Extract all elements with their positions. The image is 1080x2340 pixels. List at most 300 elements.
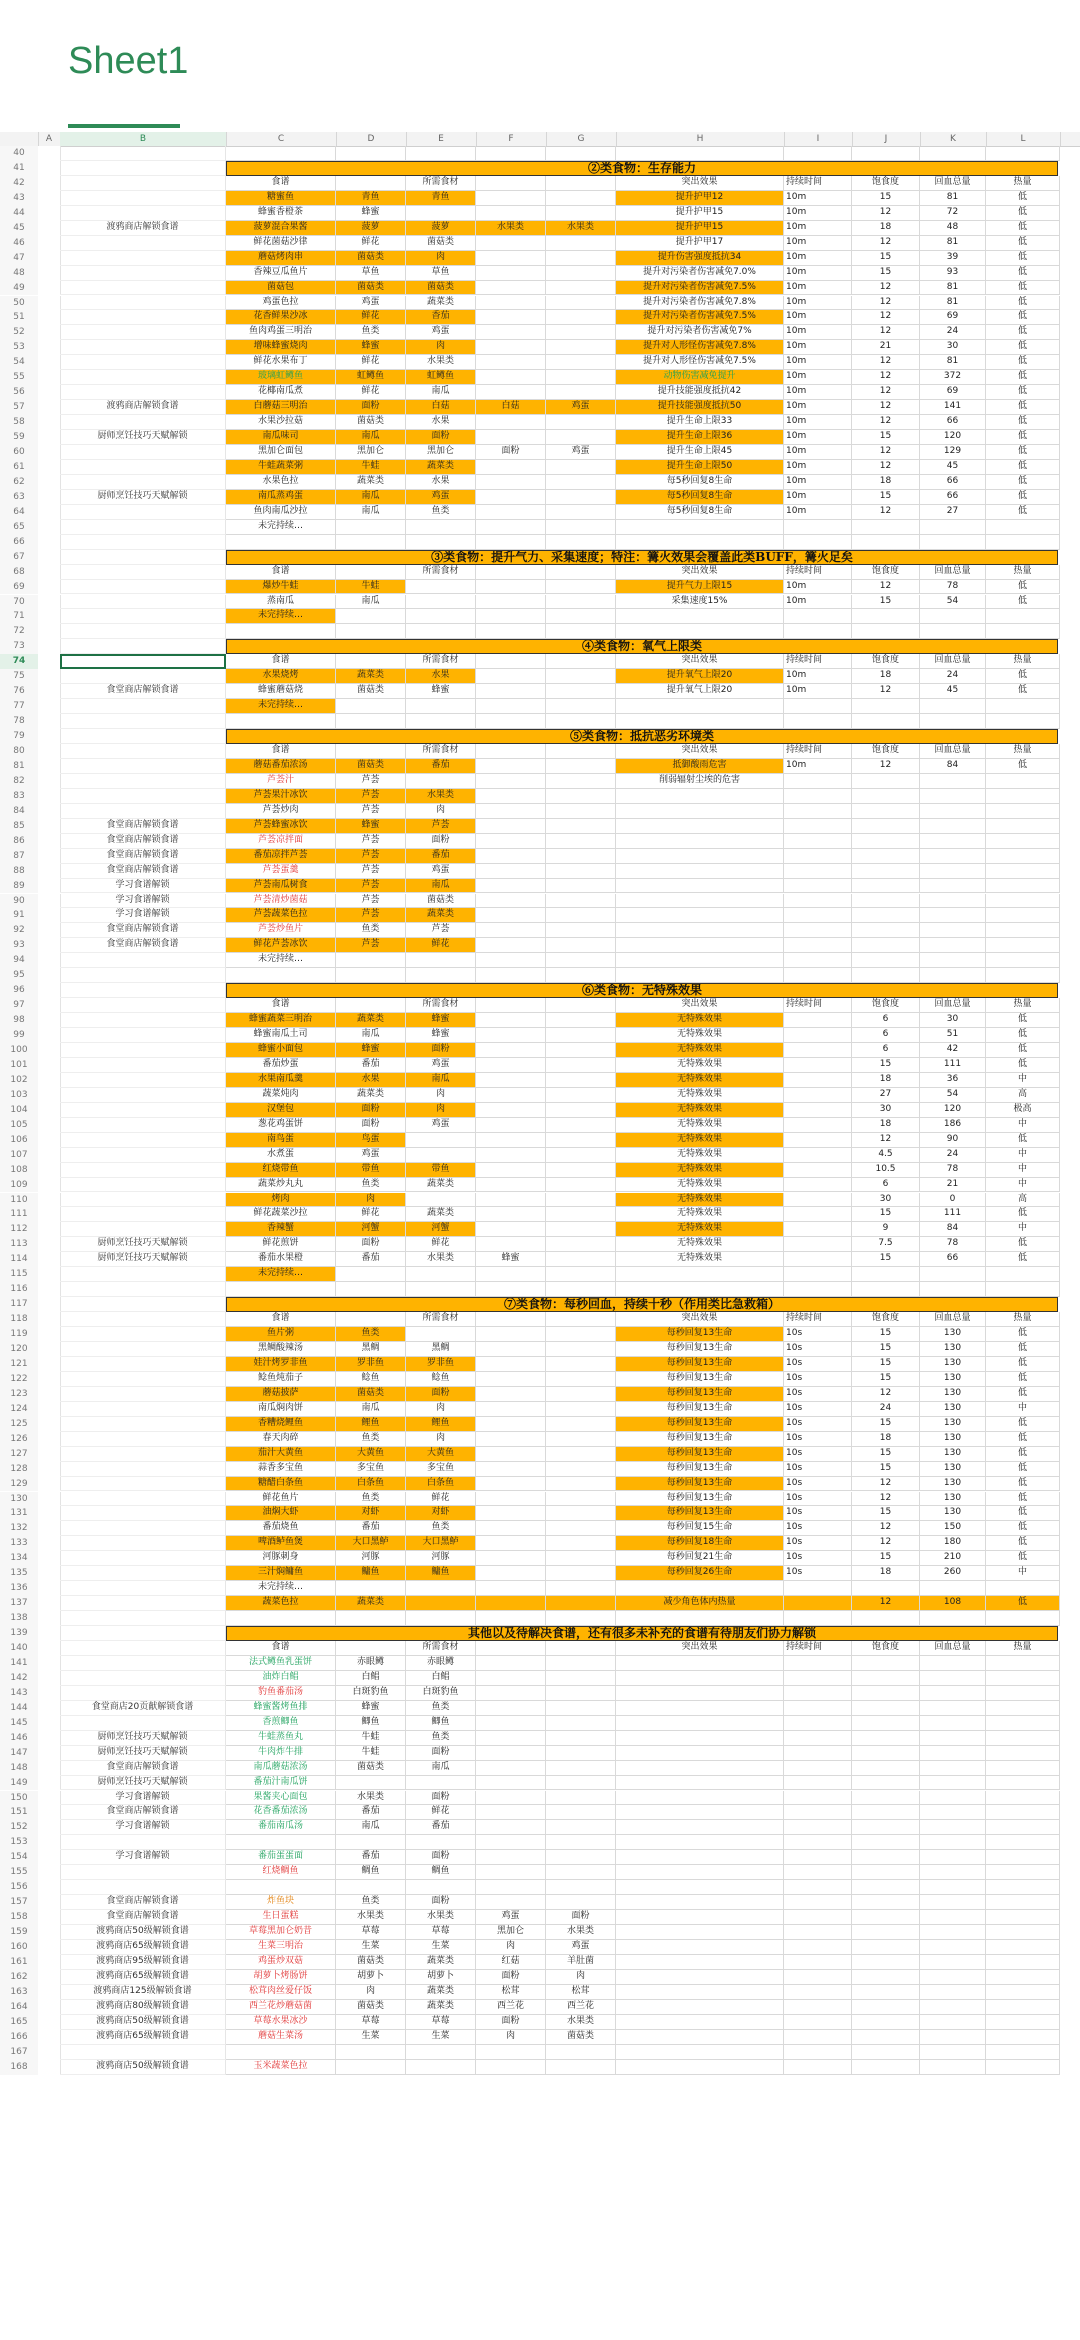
cell-a[interactable] bbox=[38, 2015, 61, 2030]
cell-c[interactable]: 芦荟炒鱼片 bbox=[226, 923, 336, 938]
cell-d[interactable]: 面粉 bbox=[336, 1237, 406, 1252]
cell-j[interactable]: 12 bbox=[852, 281, 920, 296]
cell-l[interactable]: 低 bbox=[986, 1058, 1060, 1073]
cell-g[interactable] bbox=[546, 759, 616, 774]
cell-d[interactable]: 菌菇类 bbox=[336, 2000, 406, 2015]
cell-h[interactable]: 提升对人形怪伤害减免7.5% bbox=[616, 355, 784, 370]
cell-k[interactable]: 78 bbox=[920, 1163, 986, 1178]
row-number[interactable]: 54 bbox=[0, 355, 39, 370]
cell-j[interactable] bbox=[852, 804, 920, 819]
cell-g[interactable] bbox=[546, 535, 616, 550]
row-number[interactable]: 123 bbox=[0, 1387, 39, 1402]
cell-l[interactable]: 低 bbox=[986, 355, 1060, 370]
cell-j[interactable] bbox=[852, 1880, 920, 1895]
cell-g[interactable] bbox=[546, 355, 616, 370]
column-header-d[interactable]: D bbox=[336, 132, 407, 146]
row-number[interactable]: 145 bbox=[0, 1716, 39, 1731]
cell-g[interactable] bbox=[546, 1506, 616, 1521]
cell-c[interactable]: 芦荟凉拌面 bbox=[226, 834, 336, 849]
cell-f[interactable] bbox=[476, 998, 546, 1013]
cell-g[interactable] bbox=[546, 475, 616, 490]
cell-h[interactable]: 突出效果 bbox=[616, 654, 784, 669]
cell-l[interactable] bbox=[986, 714, 1060, 729]
cell-e[interactable]: 蜂蜜 bbox=[406, 1028, 476, 1043]
row-number[interactable]: 45 bbox=[0, 221, 39, 236]
cell-c[interactable]: 食谱 bbox=[226, 654, 336, 669]
row-number[interactable]: 113 bbox=[0, 1237, 39, 1252]
cell-d[interactable]: 南瓜 bbox=[336, 430, 406, 445]
cell-h[interactable] bbox=[616, 894, 784, 909]
column-header-b[interactable]: B bbox=[60, 132, 227, 146]
cell-d[interactable]: 白鲳 bbox=[336, 1671, 406, 1686]
cell-h[interactable]: 提升气力上限15 bbox=[616, 580, 784, 595]
cell-c[interactable]: 玻璃虹鳟鱼 bbox=[226, 370, 336, 385]
row-number[interactable]: 129 bbox=[0, 1477, 39, 1492]
cell-j[interactable]: 饱食度 bbox=[852, 998, 920, 1013]
cell-b[interactable] bbox=[60, 266, 226, 281]
row-number[interactable]: 87 bbox=[0, 849, 39, 864]
cell-d[interactable]: 鲜花 bbox=[336, 355, 406, 370]
row-number[interactable]: 153 bbox=[0, 1835, 39, 1850]
row-number[interactable]: 72 bbox=[0, 624, 39, 639]
cell-c[interactable]: 南瓜蘑菇浓汤 bbox=[226, 1761, 336, 1776]
cell-d[interactable] bbox=[336, 1611, 406, 1626]
cell-a[interactable] bbox=[38, 2060, 61, 2075]
cell-g[interactable]: 肉 bbox=[546, 1970, 616, 1985]
cell-c[interactable]: 豹鱼番茄汤 bbox=[226, 1686, 336, 1701]
cell-a[interactable] bbox=[38, 1955, 61, 1970]
cell-b[interactable] bbox=[60, 714, 226, 729]
cell-j[interactable] bbox=[852, 535, 920, 550]
cell-k[interactable]: 回血总量 bbox=[920, 654, 986, 669]
cell-e[interactable]: 面粉 bbox=[406, 1850, 476, 1865]
cell-c[interactable]: 油炸白鲳 bbox=[226, 1671, 336, 1686]
cell-i[interactable] bbox=[784, 1252, 852, 1267]
cell-c[interactable]: 鲜花鱼片 bbox=[226, 1492, 336, 1507]
cell-j[interactable]: 12 bbox=[852, 1492, 920, 1507]
cell-b[interactable] bbox=[60, 415, 226, 430]
cell-e[interactable]: 所需食材 bbox=[406, 654, 476, 669]
cell-a[interactable] bbox=[38, 609, 61, 624]
cell-a[interactable] bbox=[38, 1148, 61, 1163]
cell-l[interactable] bbox=[986, 1581, 1060, 1596]
row-number[interactable]: 168 bbox=[0, 2060, 39, 2075]
cell-a[interactable] bbox=[38, 1492, 61, 1507]
cell-c[interactable]: 鲜花菌菇沙律 bbox=[226, 236, 336, 251]
cell-k[interactable]: 回血总量 bbox=[920, 176, 986, 191]
cell-f[interactable] bbox=[476, 520, 546, 535]
cell-h[interactable]: 提升生命上限33 bbox=[616, 415, 784, 430]
row-number[interactable]: 126 bbox=[0, 1432, 39, 1447]
cell-d[interactable]: 蔬菜类 bbox=[336, 1088, 406, 1103]
cell-i[interactable] bbox=[784, 1656, 852, 1671]
cell-d[interactable]: 牛蛙 bbox=[336, 580, 406, 595]
cell-e[interactable]: 水果 bbox=[406, 475, 476, 490]
cell-j[interactable]: 12 bbox=[852, 236, 920, 251]
cell-g[interactable] bbox=[546, 1536, 616, 1551]
cell-l[interactable] bbox=[986, 1746, 1060, 1761]
cell-f[interactable] bbox=[476, 1791, 546, 1806]
cell-k[interactable] bbox=[920, 819, 986, 834]
cell-f[interactable] bbox=[476, 535, 546, 550]
cell-h[interactable] bbox=[616, 938, 784, 953]
cell-f[interactable] bbox=[476, 2060, 546, 2075]
cell-i[interactable]: 10s bbox=[784, 1402, 852, 1417]
cell-g[interactable] bbox=[546, 1417, 616, 1432]
cell-l[interactable]: 低 bbox=[986, 1417, 1060, 1432]
cell-b[interactable] bbox=[60, 325, 226, 340]
cell-l[interactable] bbox=[986, 1805, 1060, 1820]
cell-l[interactable] bbox=[986, 834, 1060, 849]
cell-g[interactable] bbox=[546, 385, 616, 400]
cell-c[interactable]: 白蘑菇三明治 bbox=[226, 400, 336, 415]
cell-j[interactable]: 15 bbox=[852, 266, 920, 281]
cell-b[interactable]: 渡鸦商店95级解锁食谱 bbox=[60, 1955, 226, 1970]
cell-k[interactable]: 回血总量 bbox=[920, 565, 986, 580]
cell-c[interactable]: 番茄水果橙 bbox=[226, 1252, 336, 1267]
cell-j[interactable]: 15 bbox=[852, 1417, 920, 1432]
cell-i[interactable]: 10m bbox=[784, 430, 852, 445]
cell-b[interactable] bbox=[60, 1611, 226, 1626]
cell-e[interactable] bbox=[406, 146, 476, 161]
cell-c[interactable]: 鲜花芦荟冰饮 bbox=[226, 938, 336, 953]
cell-e[interactable]: 白菇 bbox=[406, 400, 476, 415]
cell-a[interactable] bbox=[38, 1417, 61, 1432]
cell-k[interactable]: 130 bbox=[920, 1402, 986, 1417]
cell-a[interactable] bbox=[38, 1925, 61, 1940]
cell-d[interactable]: 河蟹 bbox=[336, 1222, 406, 1237]
cell-h[interactable] bbox=[616, 1880, 784, 1895]
cell-a[interactable] bbox=[38, 1566, 61, 1581]
cell-b[interactable] bbox=[60, 1193, 226, 1208]
cell-i[interactable]: 持续时间 bbox=[784, 744, 852, 759]
cell-k[interactable]: 78 bbox=[920, 580, 986, 595]
cell-k[interactable]: 130 bbox=[920, 1447, 986, 1462]
cell-f[interactable] bbox=[476, 624, 546, 639]
cell-j[interactable] bbox=[852, 774, 920, 789]
cell-c[interactable]: 鲜花煎饼 bbox=[226, 1237, 336, 1252]
cell-c[interactable]: 水果烧烤 bbox=[226, 669, 336, 684]
cell-e[interactable]: 所需食材 bbox=[406, 1312, 476, 1327]
cell-a[interactable] bbox=[38, 236, 61, 251]
row-number[interactable]: 106 bbox=[0, 1133, 39, 1148]
row-number[interactable]: 40 bbox=[0, 146, 39, 161]
cell-a[interactable] bbox=[38, 400, 61, 415]
cell-a[interactable] bbox=[38, 2030, 61, 2045]
cell-a[interactable] bbox=[38, 445, 61, 460]
cell-b[interactable] bbox=[60, 1013, 226, 1028]
cell-c[interactable]: 食谱 bbox=[226, 1641, 336, 1656]
cell-d[interactable] bbox=[336, 1641, 406, 1656]
cell-b[interactable] bbox=[60, 206, 226, 221]
cell-l[interactable] bbox=[986, 894, 1060, 909]
cell-i[interactable] bbox=[784, 146, 852, 161]
cell-h[interactable]: 突出效果 bbox=[616, 1312, 784, 1327]
row-number[interactable]: 128 bbox=[0, 1462, 39, 1477]
cell-f[interactable] bbox=[476, 1820, 546, 1835]
cell-i[interactable]: 10s bbox=[784, 1342, 852, 1357]
cell-k[interactable]: 24 bbox=[920, 1148, 986, 1163]
cell-a[interactable] bbox=[38, 176, 61, 191]
cell-a[interactable] bbox=[38, 161, 61, 176]
cell-i[interactable]: 持续时间 bbox=[784, 654, 852, 669]
cell-j[interactable]: 12 bbox=[852, 684, 920, 699]
cell-j[interactable]: 15 bbox=[852, 1372, 920, 1387]
cell-g[interactable] bbox=[546, 968, 616, 983]
row-number[interactable]: 102 bbox=[0, 1073, 39, 1088]
cell-k[interactable]: 54 bbox=[920, 1088, 986, 1103]
cell-k[interactable]: 30 bbox=[920, 1013, 986, 1028]
cell-g[interactable] bbox=[546, 1820, 616, 1835]
cell-k[interactable] bbox=[920, 1985, 986, 2000]
cell-c[interactable]: 芦荟果汁冰饮 bbox=[226, 789, 336, 804]
cell-j[interactable] bbox=[852, 1865, 920, 1880]
row-number[interactable]: 118 bbox=[0, 1312, 39, 1327]
cell-b[interactable] bbox=[60, 804, 226, 819]
cell-i[interactable]: 10s bbox=[784, 1506, 852, 1521]
cell-i[interactable] bbox=[784, 1103, 852, 1118]
cell-k[interactable] bbox=[920, 1656, 986, 1671]
cell-b[interactable] bbox=[60, 580, 226, 595]
cell-a[interactable] bbox=[38, 385, 61, 400]
cell-g[interactable] bbox=[546, 415, 616, 430]
cell-k[interactable]: 150 bbox=[920, 1521, 986, 1536]
cell-l[interactable]: 低 bbox=[986, 266, 1060, 281]
cell-j[interactable] bbox=[852, 894, 920, 909]
cell-e[interactable]: 白鲳 bbox=[406, 1671, 476, 1686]
cell-c[interactable]: 蘑菇烤肉串 bbox=[226, 251, 336, 266]
cell-i[interactable]: 持续时间 bbox=[784, 565, 852, 580]
cell-e[interactable]: 鲤鱼 bbox=[406, 1417, 476, 1432]
row-number[interactable]: 155 bbox=[0, 1865, 39, 1880]
cell-e[interactable]: 胡萝卜 bbox=[406, 1970, 476, 1985]
cell-a[interactable] bbox=[38, 1626, 61, 1641]
cell-e[interactable]: 鲫鱼 bbox=[406, 1716, 476, 1731]
cell-j[interactable]: 18 bbox=[852, 475, 920, 490]
cell-g[interactable] bbox=[546, 236, 616, 251]
cell-h[interactable]: 每秒回复13生命 bbox=[616, 1492, 784, 1507]
cell-d[interactable] bbox=[336, 1880, 406, 1895]
row-number[interactable]: 134 bbox=[0, 1551, 39, 1566]
cell-e[interactable]: 水果 bbox=[406, 415, 476, 430]
cell-g[interactable] bbox=[546, 684, 616, 699]
cell-f[interactable] bbox=[476, 1566, 546, 1581]
cell-i[interactable]: 10m bbox=[784, 505, 852, 520]
cell-c[interactable]: 河豚刺身 bbox=[226, 1551, 336, 1566]
cell-j[interactable]: 12 bbox=[852, 460, 920, 475]
row-number[interactable]: 152 bbox=[0, 1820, 39, 1835]
cell-e[interactable] bbox=[406, 699, 476, 714]
row-number[interactable]: 91 bbox=[0, 908, 39, 923]
cell-b[interactable]: 食堂商店解锁食谱 bbox=[60, 1805, 226, 1820]
cell-h[interactable]: 无特殊效果 bbox=[616, 1193, 784, 1208]
cell-f[interactable] bbox=[476, 1417, 546, 1432]
cell-i[interactable] bbox=[784, 1237, 852, 1252]
cell-a[interactable] bbox=[38, 580, 61, 595]
cell-h[interactable]: 无特殊效果 bbox=[616, 1148, 784, 1163]
cell-c[interactable]: 娃汁烤罗非鱼 bbox=[226, 1357, 336, 1372]
cell-l[interactable] bbox=[986, 1686, 1060, 1701]
cell-l[interactable]: 低 bbox=[986, 1237, 1060, 1252]
cell-b[interactable]: 学习食谱解锁 bbox=[60, 879, 226, 894]
cell-i[interactable]: 10m bbox=[784, 310, 852, 325]
cell-i[interactable] bbox=[784, 1835, 852, 1850]
cell-e[interactable] bbox=[406, 1193, 476, 1208]
cell-c[interactable]: 生日蛋糕 bbox=[226, 1910, 336, 1925]
cell-g[interactable] bbox=[546, 953, 616, 968]
cell-f[interactable] bbox=[476, 819, 546, 834]
cell-e[interactable]: 南瓜 bbox=[406, 1761, 476, 1776]
cell-g[interactable] bbox=[546, 325, 616, 340]
row-number[interactable]: 90 bbox=[0, 894, 39, 909]
cell-a[interactable] bbox=[38, 1791, 61, 1806]
cell-l[interactable]: 低 bbox=[986, 191, 1060, 206]
cell-b[interactable] bbox=[60, 1073, 226, 1088]
cell-c[interactable]: 蒜香多宝鱼 bbox=[226, 1462, 336, 1477]
cell-b[interactable]: 渡鸦商店65级解锁食谱 bbox=[60, 2030, 226, 2045]
cell-i[interactable]: 10s bbox=[784, 1551, 852, 1566]
cell-k[interactable] bbox=[920, 1611, 986, 1626]
cell-j[interactable]: 15 bbox=[852, 1447, 920, 1462]
cell-g[interactable] bbox=[546, 1835, 616, 1850]
cell-j[interactable] bbox=[852, 938, 920, 953]
cell-g[interactable]: 水果类 bbox=[546, 221, 616, 236]
cell-h[interactable] bbox=[616, 1581, 784, 1596]
cell-h[interactable]: 无特殊效果 bbox=[616, 1058, 784, 1073]
cell-g[interactable] bbox=[546, 789, 616, 804]
cell-g[interactable] bbox=[546, 580, 616, 595]
cell-a[interactable] bbox=[38, 729, 61, 744]
cell-f[interactable] bbox=[476, 1222, 546, 1237]
cell-h[interactable] bbox=[616, 2000, 784, 2015]
cell-l[interactable]: 低 bbox=[986, 1536, 1060, 1551]
cell-a[interactable] bbox=[38, 296, 61, 311]
cell-k[interactable]: 108 bbox=[920, 1596, 986, 1611]
cell-a[interactable] bbox=[38, 2045, 61, 2060]
cell-k[interactable]: 130 bbox=[920, 1357, 986, 1372]
cell-l[interactable] bbox=[986, 1267, 1060, 1282]
cell-i[interactable] bbox=[784, 953, 852, 968]
cell-l[interactable] bbox=[986, 1835, 1060, 1850]
cell-k[interactable] bbox=[920, 535, 986, 550]
cell-f[interactable]: 白菇 bbox=[476, 400, 546, 415]
cell-g[interactable]: 西兰花 bbox=[546, 2000, 616, 2015]
cell-f[interactable] bbox=[476, 355, 546, 370]
cell-i[interactable] bbox=[784, 1178, 852, 1193]
cell-h[interactable] bbox=[616, 879, 784, 894]
cell-h[interactable]: 减少角色体内热量 bbox=[616, 1596, 784, 1611]
cell-e[interactable]: 南瓜 bbox=[406, 879, 476, 894]
row-number[interactable]: 65 bbox=[0, 520, 39, 535]
row-number[interactable]: 51 bbox=[0, 310, 39, 325]
cell-b[interactable] bbox=[60, 310, 226, 325]
cell-d[interactable]: 虹鳟鱼 bbox=[336, 370, 406, 385]
cell-j[interactable] bbox=[852, 699, 920, 714]
row-number[interactable]: 162 bbox=[0, 1970, 39, 1985]
cell-c[interactable]: 葱花鸡蛋饼 bbox=[226, 1118, 336, 1133]
cell-f[interactable] bbox=[476, 1776, 546, 1791]
cell-d[interactable]: 鱼类 bbox=[336, 325, 406, 340]
cell-f[interactable] bbox=[476, 385, 546, 400]
row-number[interactable]: 132 bbox=[0, 1521, 39, 1536]
cell-a[interactable] bbox=[38, 1207, 61, 1222]
cell-g[interactable] bbox=[546, 370, 616, 385]
cell-g[interactable] bbox=[546, 281, 616, 296]
cell-j[interactable] bbox=[852, 1835, 920, 1850]
cell-j[interactable]: 15 bbox=[852, 1252, 920, 1267]
cell-b[interactable] bbox=[60, 340, 226, 355]
cell-b[interactable] bbox=[60, 1088, 226, 1103]
cell-i[interactable] bbox=[784, 1028, 852, 1043]
cell-e[interactable]: 蜂蜜 bbox=[406, 1013, 476, 1028]
cell-i[interactable] bbox=[784, 789, 852, 804]
cell-b[interactable] bbox=[60, 1267, 226, 1282]
cell-b[interactable] bbox=[60, 1506, 226, 1521]
cell-f[interactable] bbox=[476, 1267, 546, 1282]
cell-f[interactable] bbox=[476, 968, 546, 983]
cell-l[interactable] bbox=[986, 1985, 1060, 2000]
cell-h[interactable]: 每5秒回复8生命 bbox=[616, 490, 784, 505]
cell-i[interactable] bbox=[784, 1118, 852, 1133]
row-number[interactable]: 95 bbox=[0, 968, 39, 983]
cell-k[interactable]: 24 bbox=[920, 669, 986, 684]
row-number[interactable]: 156 bbox=[0, 1880, 39, 1895]
cell-a[interactable] bbox=[38, 819, 61, 834]
cell-j[interactable]: 6 bbox=[852, 1178, 920, 1193]
cell-c[interactable]: 西兰花炒蘑菇菌 bbox=[226, 2000, 336, 2015]
cell-i[interactable]: 10m bbox=[784, 595, 852, 610]
cell-l[interactable]: 低 bbox=[986, 1492, 1060, 1507]
cell-j[interactable]: 7.5 bbox=[852, 1237, 920, 1252]
cell-k[interactable] bbox=[920, 1282, 986, 1297]
cell-g[interactable] bbox=[546, 938, 616, 953]
cell-f[interactable] bbox=[476, 834, 546, 849]
cell-j[interactable] bbox=[852, 1581, 920, 1596]
cell-e[interactable]: 蔬菜类 bbox=[406, 1985, 476, 2000]
cell-a[interactable] bbox=[38, 520, 61, 535]
cell-f[interactable] bbox=[476, 1865, 546, 1880]
cell-g[interactable] bbox=[546, 1118, 616, 1133]
cell-e[interactable] bbox=[406, 595, 476, 610]
cell-l[interactable] bbox=[986, 1731, 1060, 1746]
cell-i[interactable] bbox=[784, 699, 852, 714]
cell-i[interactable]: 10m bbox=[784, 759, 852, 774]
cell-a[interactable] bbox=[38, 1506, 61, 1521]
cell-j[interactable] bbox=[852, 2030, 920, 2045]
cell-h[interactable] bbox=[616, 2015, 784, 2030]
cell-f[interactable] bbox=[476, 789, 546, 804]
cell-e[interactable] bbox=[406, 1596, 476, 1611]
cell-d[interactable] bbox=[336, 654, 406, 669]
cell-f[interactable] bbox=[476, 1746, 546, 1761]
cell-j[interactable] bbox=[852, 1701, 920, 1716]
cell-h[interactable]: 提升生命上限50 bbox=[616, 460, 784, 475]
cell-f[interactable] bbox=[476, 236, 546, 251]
cell-b[interactable] bbox=[60, 1641, 226, 1656]
cell-b[interactable] bbox=[60, 251, 226, 266]
cell-c[interactable]: 菠萝混合果酱 bbox=[226, 221, 336, 236]
cell-c[interactable]: 芦荟南瓜树食 bbox=[226, 879, 336, 894]
cell-l[interactable]: 低 bbox=[986, 1596, 1060, 1611]
cell-l[interactable]: 低 bbox=[986, 1506, 1060, 1521]
cell-k[interactable] bbox=[920, 1746, 986, 1761]
cell-c[interactable]: 番茄凉拌芦荟 bbox=[226, 849, 336, 864]
cell-b[interactable] bbox=[60, 1521, 226, 1536]
cell-b[interactable] bbox=[60, 1372, 226, 1387]
cell-d[interactable] bbox=[336, 699, 406, 714]
cell-e[interactable]: 多宝鱼 bbox=[406, 1462, 476, 1477]
cell-d[interactable]: 蜂蜜 bbox=[336, 1043, 406, 1058]
